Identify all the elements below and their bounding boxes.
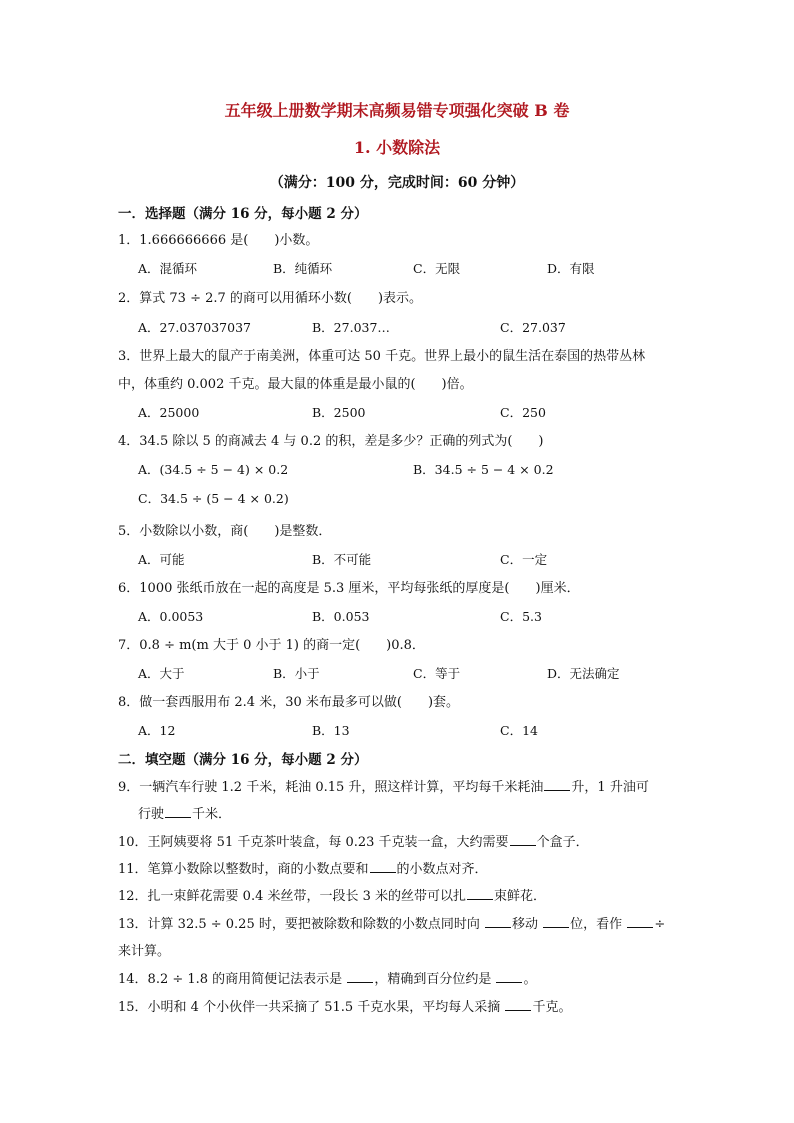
q7-option-a: A．大于 bbox=[138, 666, 185, 681]
question-7: 7．0.8 ÷ m(m 大于 0 小于 1) 的商一定( )0.8． bbox=[118, 638, 425, 653]
q1-option-d: D．有限 bbox=[547, 261, 595, 276]
question-15 bbox=[118, 996, 571, 1015]
q8-option-a: A．12 bbox=[138, 723, 176, 738]
q13-text-d: ÷ bbox=[654, 917, 666, 932]
question-2: 2．算式 73 ÷ 2.7 的商可以用循环小数( )表示。 bbox=[118, 291, 423, 306]
q1-option-b: B．纯循环 bbox=[273, 261, 333, 276]
q4-option-c: C．34.5 ÷ (5 − 4 × 0.2) bbox=[138, 491, 289, 506]
q1-option-a: A．混循环 bbox=[138, 261, 198, 276]
q6-option-c: C．5.3 bbox=[500, 609, 542, 624]
q2-option-b: B．27.037… bbox=[312, 320, 390, 335]
q3-option-a: A．25000 bbox=[138, 405, 200, 420]
question-5: 5．小数除以小数，商( )是整数． bbox=[118, 524, 332, 539]
worksheet-title: 五年级上册数学期末高频易错专项强化突破 B 卷 bbox=[224, 101, 570, 120]
q6-option-b: B．0.053 bbox=[312, 609, 370, 624]
q13-text-b: 移动 bbox=[512, 917, 539, 932]
question-1: 1．1.666666666 是( )小数。 bbox=[118, 233, 319, 248]
q10-text-a: 10．王阿姨要将 51 千克茶叶装盒，每 0.23 千克装一盒，大约需要 bbox=[118, 835, 509, 850]
q4-option-a: A．(34.5 ÷ 5 − 4) × 0.2 bbox=[138, 462, 289, 477]
q3-option-b: B．2500 bbox=[312, 405, 366, 420]
question-14 bbox=[118, 968, 537, 987]
q7-option-b: B．小于 bbox=[273, 666, 320, 681]
q14-blank-2[interactable] bbox=[496, 970, 522, 983]
section2-heading: 二．填空题（满分 16 分，每小题 2 分） bbox=[118, 752, 368, 768]
q13-blank-3[interactable] bbox=[627, 915, 653, 928]
q5-option-a: A．可能 bbox=[138, 552, 185, 567]
question-9-line2 bbox=[138, 803, 231, 822]
question-3-line2: 中，体重约 0.002 千克。最大鼠的体重是最小鼠的( )倍。 bbox=[118, 377, 473, 392]
q9-blank-2[interactable] bbox=[165, 805, 191, 818]
question-10 bbox=[118, 831, 589, 850]
section1-heading: 一．选择题（满分 16 分，每小题 2 分） bbox=[118, 206, 368, 222]
q12-blank[interactable] bbox=[467, 887, 493, 900]
question-13-line1 bbox=[118, 913, 665, 932]
q7-option-c: C．等于 bbox=[413, 666, 461, 681]
question-8: 8．做一套西服用布 2.4 米，30 米布最多可以做( )套。 bbox=[118, 695, 460, 710]
q13-blank-1[interactable] bbox=[485, 915, 511, 928]
q11-blank[interactable] bbox=[370, 860, 396, 873]
q8-option-b: B．13 bbox=[312, 723, 350, 738]
q2-option-a: A．27.037037037 bbox=[138, 320, 251, 335]
q15-text-b: 千克。 bbox=[532, 1000, 572, 1015]
q14-blank-1[interactable] bbox=[347, 970, 373, 983]
q1-option-c: C．无限 bbox=[413, 261, 461, 276]
worksheet-subtitle: 1. 小数除法 bbox=[353, 138, 441, 157]
q14-text-b: ，精确到百分位约是 bbox=[374, 972, 492, 987]
q7-option-d: D．无法确定 bbox=[547, 666, 620, 681]
q9-text-b: 升，1 升油可 bbox=[571, 780, 649, 795]
question-9-line1 bbox=[118, 776, 649, 795]
question-3-line1: 3．世界上最大的鼠产于南美洲，体重可达 50 千克。世界上最小的鼠生活在泰国的热带丛林 bbox=[118, 349, 646, 364]
q11-text-a: 11．笔算小数除以整数时，商的小数点要和 bbox=[118, 862, 369, 877]
q14-text-a: 14．8.2 ÷ 1.8 的商用简便记法表示是 bbox=[118, 972, 343, 987]
question-11 bbox=[118, 858, 488, 877]
score-info: （满分：100 分，完成时间：60 分钟） bbox=[269, 175, 525, 191]
q3-option-c: C．250 bbox=[500, 405, 546, 420]
q15-text-a: 15．小明和 4 个小伙伴一共采摘了 51.5 千克水果，平均每人采摘 bbox=[118, 1000, 501, 1015]
question-6: 6．1000 张纸币放在一起的高度是 5.3 厘米，平均每张纸的厚度是( )厘米． bbox=[118, 581, 580, 596]
q9-blank-1[interactable] bbox=[544, 778, 570, 791]
q9-text-c: 行驶 bbox=[138, 807, 165, 822]
q8-option-c: C．14 bbox=[500, 723, 538, 738]
q4-option-b: B．34.5 ÷ 5 − 4 × 0.2 bbox=[413, 462, 554, 477]
q13-blank-2[interactable] bbox=[543, 915, 569, 928]
q9-text-a: 9．一辆汽车行驶 1.2 千米，耗油 0.15 升，照这样计算，平均每千米耗油 bbox=[118, 780, 544, 795]
q2-option-c: C．27.0̇3̇7̇ bbox=[500, 320, 566, 335]
q12-text-b: 束鲜花． bbox=[494, 889, 547, 904]
q10-blank[interactable] bbox=[510, 833, 536, 846]
q12-text-a: 12．扎一束鲜花需要 0.4 米丝带，一段长 3 米的丝带可以扎 bbox=[118, 889, 467, 904]
q5-option-c: C．一定 bbox=[500, 552, 548, 567]
q13-text-a: 13．计算 32.5 ÷ 0.25 时，要把被除数和除数的小数点同时向 bbox=[118, 917, 480, 932]
q11-text-b: 的小数点对齐． bbox=[396, 862, 488, 877]
q9-text-d: 千米． bbox=[192, 807, 232, 822]
q5-option-b: B．不可能 bbox=[312, 552, 372, 567]
q10-text-b: 个盒子． bbox=[536, 835, 589, 850]
question-13-line2: 来计算。 bbox=[118, 944, 171, 959]
question-12 bbox=[118, 885, 546, 904]
q13-text-c: 位，看作 bbox=[570, 917, 623, 932]
q6-option-a: A．0.0053 bbox=[138, 609, 204, 624]
q15-blank[interactable] bbox=[505, 998, 531, 1011]
question-4: 4．34.5 除以 5 的商减去 4 与 0.2 的积，差是多少？正确的列式为( ) bbox=[118, 434, 544, 449]
q14-text-c: 。 bbox=[523, 972, 537, 987]
